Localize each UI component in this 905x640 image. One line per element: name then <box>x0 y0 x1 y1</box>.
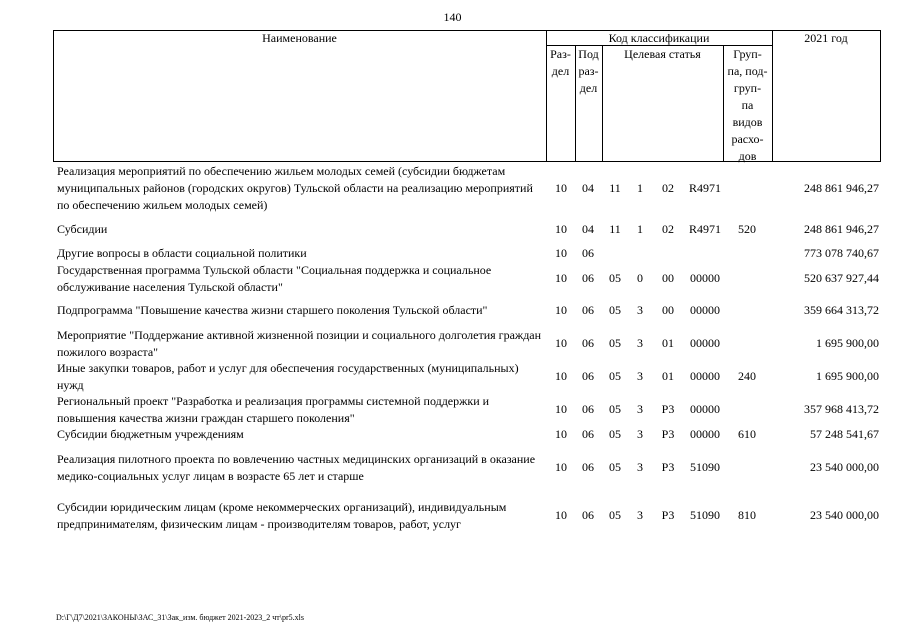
row-target-direction: 00000 <box>690 271 720 285</box>
header-code-group: Код классификации <box>608 31 710 45</box>
row-subsection: 06 <box>582 271 594 285</box>
row-section: 10 <box>555 369 567 383</box>
row-target-event: P3 <box>661 460 675 474</box>
row-target-subprogram: 0 <box>637 271 643 285</box>
row-target-program: 05 <box>609 271 621 285</box>
row-name: Подпрограмма "Повышение качества жизни старшего поколения Тульской области" <box>57 303 488 317</box>
row-target-program: 05 <box>609 460 621 474</box>
row-section: 10 <box>555 181 567 195</box>
row-target-event: P3 <box>661 427 675 441</box>
row-name: Региональный проект "Разработка и реализация программы системной поддержки и повышения качества жизни граждан старшего поколения" <box>57 394 490 425</box>
row-target-subprogram: 3 <box>637 427 643 441</box>
row-target-subprogram: 3 <box>637 336 643 350</box>
row-target-program: 05 <box>609 508 621 522</box>
row-target-program: 05 <box>609 303 621 317</box>
page-number: 140 <box>443 10 462 24</box>
row-target-subprogram: 1 <box>637 222 643 236</box>
row-section: 10 <box>555 508 567 522</box>
row-name: Мероприятие "Поддержание активной жизненной позиции и социального долголетия граждан пожилого возраста" <box>57 328 542 359</box>
row-target-event: 00 <box>662 271 674 285</box>
row-target-event: 02 <box>662 181 674 195</box>
row-group: 520 <box>738 222 756 236</box>
row-target-event: P3 <box>661 402 675 416</box>
row-target-direction: 00000 <box>690 369 720 383</box>
header-border-right <box>880 30 881 162</box>
row-section: 10 <box>555 246 567 260</box>
row-subsection: 06 <box>582 402 594 416</box>
row-target-subprogram: 3 <box>637 402 643 416</box>
row-name: Субсидии <box>57 222 108 236</box>
row-target-subprogram: 3 <box>637 460 643 474</box>
row-target-event: P3 <box>661 508 675 522</box>
row-amount: 1 695 900,00 <box>816 369 879 383</box>
row-subsection: 06 <box>582 303 594 317</box>
row-group: 610 <box>738 427 756 441</box>
row-target-direction: 00000 <box>690 336 720 350</box>
row-target-subprogram: 3 <box>637 508 643 522</box>
row-target-event: 00 <box>662 303 674 317</box>
row-target-direction: 00000 <box>690 402 720 416</box>
row-target-event: 01 <box>662 336 674 350</box>
row-subsection: 04 <box>582 181 594 195</box>
row-amount: 1 695 900,00 <box>816 336 879 350</box>
header-target: Целевая статья <box>624 47 701 61</box>
row-name: Субсидии бюджетным учреждениям <box>57 427 244 441</box>
row-amount: 248 861 946,27 <box>804 181 879 195</box>
row-section: 10 <box>555 460 567 474</box>
header-divider-year <box>772 30 773 162</box>
row-amount: 23 540 000,00 <box>810 508 879 522</box>
row-subsection: 06 <box>582 369 594 383</box>
row-subsection: 04 <box>582 222 594 236</box>
row-name: Другие вопросы в области социальной политики <box>57 246 307 260</box>
row-section: 10 <box>555 271 567 285</box>
row-target-subprogram: 3 <box>637 369 643 383</box>
file-path-footer: D:\Г\Д7\2021\ЗАКОНЫ\ЗАС_31\Зак_изм. бюджет 2021-2023_2 чт\pr5.xls <box>56 613 305 622</box>
row-target-direction: 00000 <box>690 427 720 441</box>
header-group: Груп- па, под- груп- па видов расхо- дов <box>727 47 768 163</box>
row-target-event: 01 <box>662 369 674 383</box>
row-target-program: 05 <box>609 402 621 416</box>
header-year: 2021 год <box>804 31 848 45</box>
row-name: Государственная программа Тульской области "Социальная поддержка и социальное обслуживание населения Тульской области" <box>57 263 492 294</box>
row-amount: 57 248 541,67 <box>810 427 879 441</box>
row-target-direction: 51090 <box>690 508 720 522</box>
row-target-program: 05 <box>609 427 621 441</box>
row-group: 240 <box>738 369 756 383</box>
row-subsection: 06 <box>582 460 594 474</box>
row-target-event: 02 <box>662 222 674 236</box>
row-target-program: 05 <box>609 336 621 350</box>
row-target-program: 05 <box>609 369 621 383</box>
row-target-program: 11 <box>609 222 621 236</box>
row-target-direction: 00000 <box>690 303 720 317</box>
row-group: 810 <box>738 508 756 522</box>
row-name: Реализация пилотного проекта по вовлечению частных медицинских организаций в оказание медико-социальных услуг лицам в возрасте 65 лет и старше <box>57 452 536 483</box>
row-subsection: 06 <box>582 336 594 350</box>
row-target-program: 11 <box>609 181 621 195</box>
row-target-subprogram: 3 <box>637 303 643 317</box>
row-subsection: 06 <box>582 427 594 441</box>
row-amount: 23 540 000,00 <box>810 460 879 474</box>
row-amount: 359 664 313,72 <box>804 303 879 317</box>
row-name: Реализация мероприятий по обеспечению жильем молодых семей (субсидии бюджетам муниципальных районов (городских округов) Тульской области на реализацию мероприятий по обеспечению жильем молодых семей) <box>57 164 533 212</box>
row-target-subprogram: 1 <box>637 181 643 195</box>
row-target-direction: R4971 <box>688 222 721 236</box>
row-amount: 248 861 946,27 <box>804 222 879 236</box>
row-section: 10 <box>555 222 567 236</box>
row-amount: 773 078 740,67 <box>804 246 879 260</box>
header-name: Наименование <box>262 31 337 45</box>
header-border-left <box>53 30 54 162</box>
row-subsection: 06 <box>582 246 594 260</box>
header-subsection: Под раз- дел <box>578 47 599 95</box>
row-section: 10 <box>555 303 567 317</box>
row-subsection: 06 <box>582 508 594 522</box>
row-section: 10 <box>555 402 567 416</box>
row-amount: 520 637 927,44 <box>804 271 879 285</box>
table-header <box>53 30 881 162</box>
row-target-direction: 51090 <box>690 460 720 474</box>
row-amount: 357 968 413,72 <box>804 402 879 416</box>
row-section: 10 <box>555 336 567 350</box>
row-section: 10 <box>555 427 567 441</box>
header-section: Раз- дел <box>550 47 571 78</box>
row-target-direction: R4971 <box>688 181 721 195</box>
row-name: Субсидии юридическим лицам (кроме некоммерческих организаций), индивидуальным предпринимателям, физическим лицам - производителям товаров, работ, услуг <box>57 500 507 531</box>
row-name: Иные закупки товаров, работ и услуг для обеспечения государственных (муниципальных) нужд <box>57 361 519 392</box>
